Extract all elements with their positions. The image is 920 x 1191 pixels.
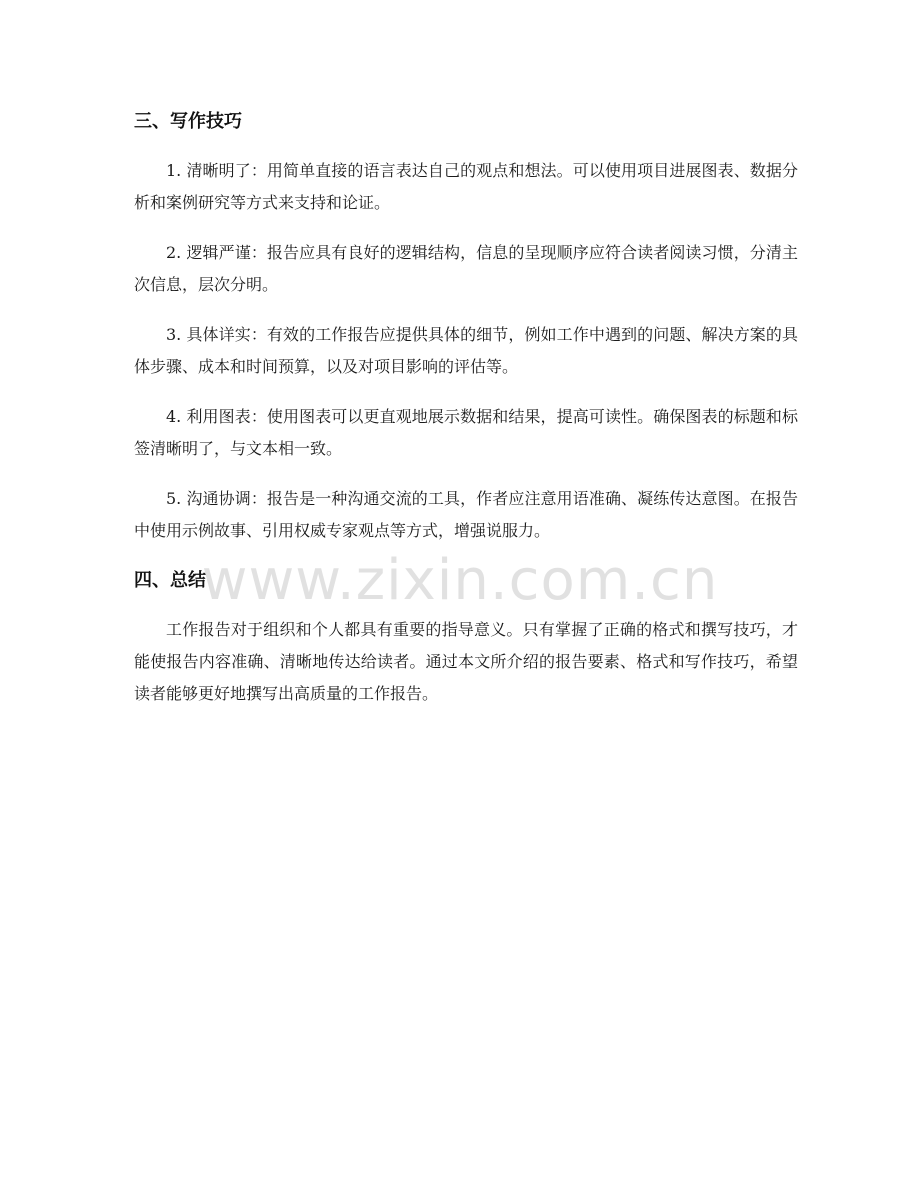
- paragraph-tip-2: 2. 逻辑严谨：报告应具有良好的逻辑结构，信息的呈现顺序应符合读者阅读习惯，分清主次信息，层次分明。: [134, 243, 798, 294]
- section-heading-summary: 四、总结: [134, 570, 206, 591]
- document-body: [134, 106, 798, 710]
- watermark-text: www.zixin.com.cn: [201, 548, 719, 613]
- section-heading-writing-tips: 三、写作技巧: [134, 111, 242, 132]
- paragraph-tip-4: 4. 利用图表：使用图表可以更直观地展示数据和结果，提高可读性。确保图表的标题和标签清晰明了，与文本相一致。: [134, 407, 798, 458]
- paragraph-summary: 工作报告对于组织和个人都具有重要的指导意义。只有掌握了正确的格式和撰写技巧，才能使报告内容准确、清晰地传达给读者。通过本文所介绍的报告要素、格式和写作技巧，希望读者能够更好地撰写出高质量的工作报告。: [134, 620, 798, 703]
- paragraph-tip-3: 3. 具体详实：有效的工作报告应提供具体的细节，例如工作中遇到的问题、解决方案的具体步骤、成本和时间预算，以及对项目影响的评估等。: [134, 325, 798, 376]
- paragraph-tip-1: 1. 清晰明了：用简单直接的语言表达自己的观点和想法。可以使用项目进展图表、数据分析和案例研究等方式来支持和论证。: [134, 161, 798, 212]
- paragraph-tip-5: 5. 沟通协调：报告是一种沟通交流的工具，作者应注意用语准确、凝练传达意图。在报告中使用示例故事、引用权威专家观点等方式，增强说服力。: [134, 489, 798, 540]
